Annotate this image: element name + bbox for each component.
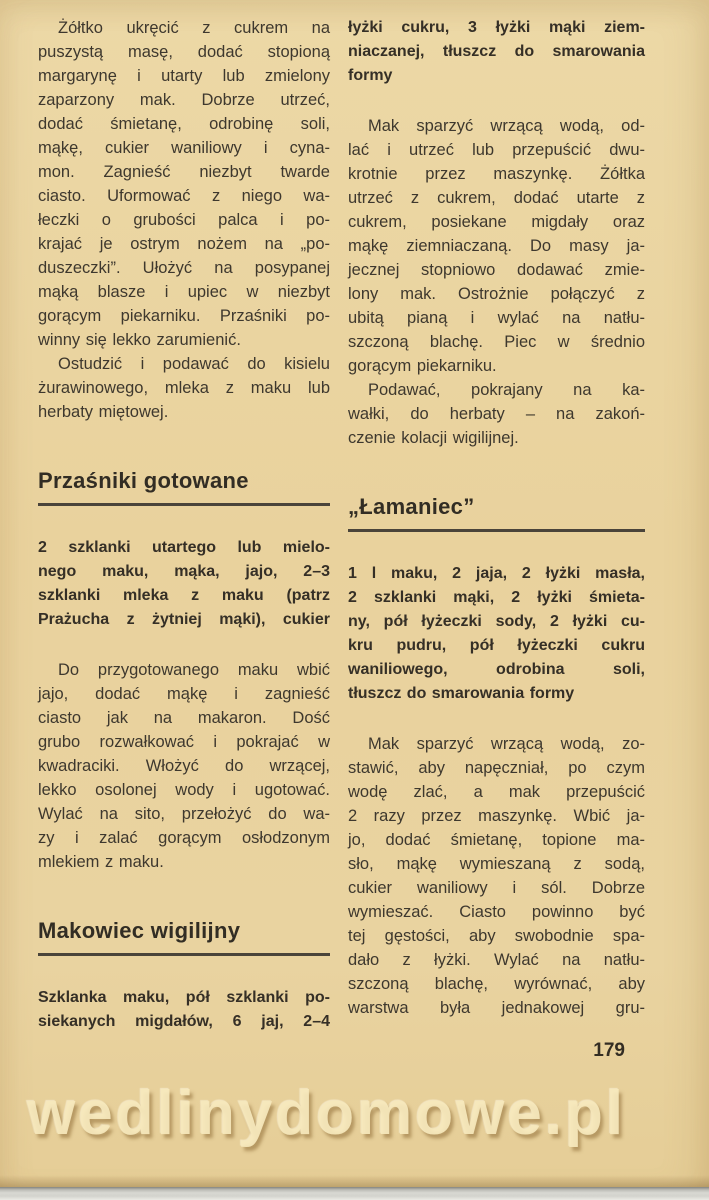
text-line: zy i zalać gorącym osłodzonym bbox=[38, 829, 330, 847]
text-line: jo, dodać śmietanę, topione ma- bbox=[348, 831, 645, 849]
ingredients-paragraph bbox=[38, 536, 330, 632]
text-line: kwadraciki. Włożyć do wrzącej, bbox=[38, 757, 330, 775]
text-line: Szklanka maku, pół szklanki po- bbox=[38, 989, 330, 1006]
body-paragraph bbox=[38, 658, 330, 874]
text-line: czenie kolacji wigilijnej. bbox=[348, 429, 519, 447]
body-paragraph bbox=[38, 352, 330, 424]
text-line: zaparzony mak. Dobrze utrzeć, bbox=[38, 91, 330, 109]
text-line: siekanych migdałów, 6 jaj, 2–4 bbox=[38, 1013, 330, 1030]
text-line: jecznej stopniowo dodawać zmie- bbox=[348, 261, 645, 279]
text-line: Do przygotowanego maku wbić bbox=[58, 661, 330, 679]
text-line: wałki, do herbaty – na zakoń- bbox=[348, 405, 645, 423]
text-line: jajo, dodać mąkę i zagnieść bbox=[38, 685, 330, 703]
text-line: ubitą pianą i wylać na natłu- bbox=[348, 309, 645, 327]
text-line: mąkę ziemniaczaną. Do masy ja- bbox=[348, 237, 645, 255]
text-line: lekko osolonej wody i ugotować. bbox=[38, 781, 330, 799]
page-number: 179 bbox=[593, 1040, 625, 1061]
text-line: ny, pół łyżeczki sody, 2 łyżki cu- bbox=[348, 613, 645, 630]
text-line: Mak sparzyć wrzącą wodą, zo- bbox=[368, 735, 645, 753]
text-line: gorącym piekarniku. Przaśniki po- bbox=[38, 307, 330, 325]
recipe-heading: Przaśniki gotowane bbox=[38, 468, 330, 506]
text-line: grubo rozwałkować i pokrajać w bbox=[38, 733, 330, 751]
text-line: niaczanej, tłuszcz do smarowania bbox=[348, 43, 645, 60]
body-paragraph bbox=[348, 378, 645, 450]
text-line: formy bbox=[348, 67, 393, 84]
text-line: ciasto jak na makaron. Dość bbox=[38, 709, 330, 727]
text-line: dodać śmietanę, odrobinę soli, bbox=[38, 115, 330, 133]
text-line: szklanki mleka z maku (patrz bbox=[38, 587, 330, 604]
left-text-column bbox=[38, 16, 330, 1034]
text-line: mąkę, cukier waniliowy i cyna- bbox=[38, 139, 330, 157]
ingredients-paragraph bbox=[348, 562, 645, 706]
text-line: Żółtko ukręcić z cukrem na bbox=[58, 19, 330, 37]
text-line: szczoną blachę, wyrównać, aby bbox=[348, 975, 645, 993]
text-line: Ostudzić i podawać do kisielu bbox=[58, 355, 330, 373]
text-line: warstwa była jednakowej gru- bbox=[348, 999, 645, 1017]
body-paragraph bbox=[348, 114, 645, 378]
text-line: tej gęstości, aby swobodnie spa- bbox=[348, 927, 645, 945]
text-line: herbaty miętowej. bbox=[38, 403, 169, 421]
text-line: 2 razy przez maszynkę. Wbić ja- bbox=[348, 807, 645, 825]
recipe-heading: Makowiec wigilijny bbox=[38, 918, 330, 956]
text-line: szczoną blachę. Piec w średnio bbox=[348, 333, 645, 351]
text-line: łeczki o grubości palca i po- bbox=[38, 211, 330, 229]
watermark-text: wedlinydomowe.pl bbox=[27, 1079, 627, 1148]
text-line: winny się lekko zarumienić. bbox=[38, 331, 241, 349]
text-line: wodę zlać, a mak przepuścić bbox=[348, 783, 645, 801]
scanner-background-strip bbox=[0, 1187, 709, 1200]
text-line: lony mak. Ostrożnie połączyć z bbox=[348, 285, 645, 303]
text-line: Prażucha z żytniej mąki), cukier bbox=[38, 611, 330, 628]
text-line: lać i utrzeć lub przepuścić dwu- bbox=[348, 141, 645, 159]
page-bottom-shadow bbox=[0, 1175, 709, 1187]
body-paragraph bbox=[38, 16, 330, 352]
text-line: cukier waniliowy i sól. Dobrze bbox=[348, 879, 645, 897]
text-line: waniliowego, odrobina soli, bbox=[348, 661, 645, 678]
text-line: utrzeć z cukrem, dodać utarte z bbox=[348, 189, 645, 207]
text-line: Podawać, pokrajany na ka- bbox=[368, 381, 645, 399]
recipe-heading: „Łamaniec” bbox=[348, 494, 645, 532]
text-line: cukrem, posiekane migdały oraz bbox=[348, 213, 645, 231]
ingredients-paragraph bbox=[348, 16, 645, 88]
text-line: Wylać na sito, przełożyć do wa- bbox=[38, 805, 330, 823]
text-line: sło, mąkę wymieszaną z sodą, bbox=[348, 855, 645, 873]
text-line: Mak sparzyć wrzącą wodą, od- bbox=[368, 117, 645, 135]
text-line: żurawinowego, mleka z maku lub bbox=[38, 379, 330, 397]
text-line: kru pudru, pół łyżeczki cukru bbox=[348, 637, 645, 654]
text-line: krotnie przez maszynkę. Żółtka bbox=[348, 165, 645, 183]
body-paragraph bbox=[348, 732, 645, 1020]
text-line: 2 szklanki utartego lub mielo- bbox=[38, 539, 330, 556]
text-line: mąką blasze i upiec w niezbyt bbox=[38, 283, 330, 301]
text-line: ciasto. Uformować z niego wa- bbox=[38, 187, 330, 205]
text-line: wymieszać. Ciasto powinno być bbox=[348, 903, 645, 921]
right-text-column bbox=[348, 16, 645, 1062]
ingredients-paragraph bbox=[38, 986, 330, 1034]
text-line: łyżki cukru, 3 łyżki mąki ziem- bbox=[348, 19, 645, 36]
text-line: 1 l maku, 2 jaja, 2 łyżki masła, bbox=[348, 565, 645, 582]
text-line: margarynę i utarty lub zmielony bbox=[38, 67, 330, 85]
text-line: mon. Zagnieść niezbyt twarde bbox=[38, 163, 330, 181]
text-line: nego maku, mąka, jajo, 2–3 bbox=[38, 563, 330, 580]
text-line: tłuszcz do smarowania formy bbox=[348, 685, 575, 702]
text-line: 2 szklanki mąki, 2 łyżki śmieta- bbox=[348, 589, 645, 606]
text-line: krajać je ostrym nożem na „po- bbox=[38, 235, 330, 253]
text-line: puszystą masę, dodać stopioną bbox=[38, 43, 330, 61]
text-line: dało z łyżki. Wylać na natłu- bbox=[348, 951, 645, 969]
text-line: duszeczki”. Ułożyć na posypanej bbox=[38, 259, 330, 277]
text-line: mlekiem z maku. bbox=[38, 853, 164, 871]
text-line: stawić, aby napęczniał, po czym bbox=[348, 759, 645, 777]
text-line: gorącym piekarniku. bbox=[348, 357, 497, 375]
